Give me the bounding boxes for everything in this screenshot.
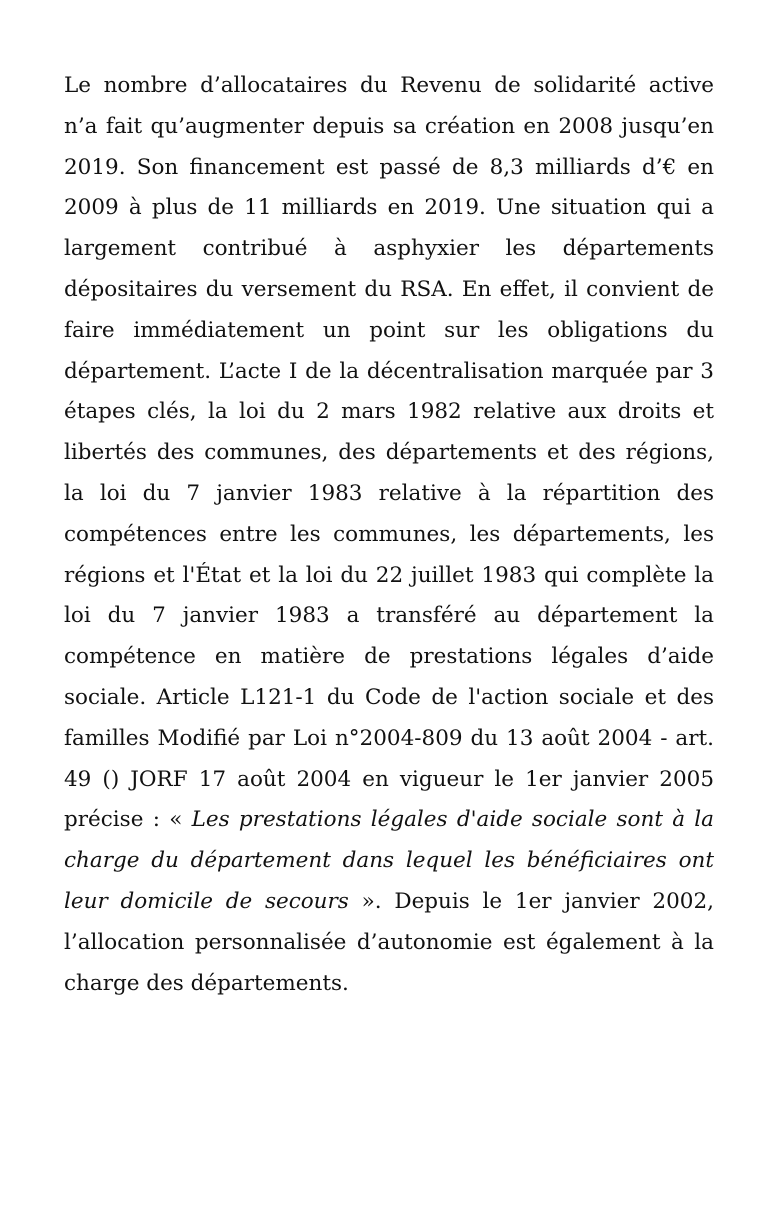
- paragraph-text-before-quote: Le nombre d’allocataires du Revenu de solidarité active n’a fait qu’augmenter depuis sa création en 2008 jusqu’en 2019. Son financement est passé de 8,3 milliards d’€ en 2009 à plus de 11 milliards en 2019. Une situation qui a largement contribué à asphyxier les départements dépositaires du versement du RSA. En effet, il convient de faire immédiatement un point sur les obligations du département. L’acte I de la décentralisation marquée par 3 étapes clés, la loi du 2 mars 1982 relative aux droits et libertés des communes, des départements et des régions, la loi du 7 janvier 1983 relative à la répartition des compétences entre les communes, les départements, les régions et l'État et la loi du 22 juillet 1983 qui complète la loi du 7 janvier 1983 a transféré au département la compétence en matière de prestations légales d’aide sociale. Article L121-1 du Code de l'action sociale et des familles Modifié par Loi n°2004-809 du 13 août 2004 - art. 49 () JORF 17 août 2004 en vigueur le 1er janvier 2005 précise : «: [64, 73, 714, 833]
- legal-quote: Les prestations légales d'aide sociale sont à la charge du département dans lequel les bénéficiaires ont leur domicile de secours: [64, 807, 714, 914]
- paragraph-text-after-quote: ». Depuis le 1er janvier 2002, l’allocation personnalisée d’autonomie est également à la charge des départements.: [64, 888, 714, 996]
- body-paragraph: [64, 66, 714, 1004]
- document-page: [64, 66, 714, 1004]
